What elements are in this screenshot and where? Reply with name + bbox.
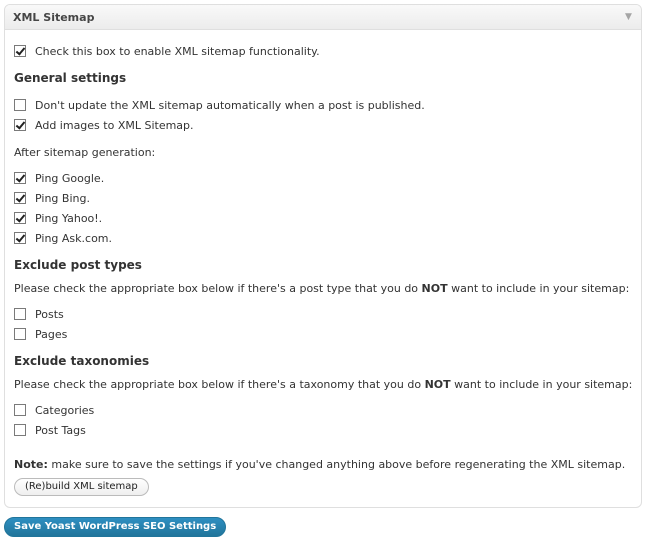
exclude-pages-option[interactable]	[14, 326, 67, 342]
no-auto-update-label: Don't update the XML sitemap automatically when a post is published.	[35, 98, 425, 112]
note-strong: Note:	[14, 458, 48, 471]
ping-bing-checkbox[interactable]	[14, 192, 26, 204]
taxonomies-desc-after: want to include in your sitemap:	[450, 378, 633, 391]
add-images-label: Add images to XML Sitemap.	[35, 118, 194, 132]
post-types-desc-after: want to include in your sitemap:	[447, 282, 630, 295]
exclude-categories-option[interactable]	[14, 402, 94, 418]
taxonomies-description	[14, 378, 632, 391]
no-auto-update-option[interactable]	[14, 97, 425, 113]
exclude-post-tags-option[interactable]	[14, 422, 86, 438]
exclude-categories-label: Categories	[35, 403, 95, 417]
taxonomies-desc-before: Please check the appropriate box below if there's a taxonomy that you do	[14, 378, 425, 391]
add-images-option[interactable]	[14, 117, 194, 133]
post-types-desc-strong: NOT	[421, 282, 448, 295]
triangle-down-icon[interactable]: ▼	[625, 12, 632, 22]
exclude-posts-option[interactable]	[14, 306, 64, 322]
note-text: make sure to save the settings if you've changed anything above before regenerating the XML sitemap.	[47, 458, 626, 471]
exclude-post-tags-label: Post Tags	[35, 423, 86, 437]
no-auto-update-checkbox[interactable]	[14, 99, 26, 111]
add-images-checkbox[interactable]	[14, 119, 26, 131]
post-types-desc-before: Please check the appropriate box below if there's a post type that you do	[14, 282, 422, 295]
exclude-posts-checkbox[interactable]	[14, 308, 26, 320]
ping-google-label: Ping Google.	[35, 171, 105, 185]
ping-yahoo-option[interactable]	[14, 210, 102, 226]
save-settings-button[interactable]: Save Yoast WordPress SEO Settings	[4, 517, 226, 537]
rebuild-sitemap-button[interactable]: (Re)build XML sitemap	[14, 478, 149, 496]
exclude-posts-label: Posts	[35, 307, 64, 321]
panel-title: XML Sitemap	[13, 11, 95, 24]
save-note	[14, 458, 625, 471]
exclude-pages-label: Pages	[35, 327, 68, 341]
ping-yahoo-label: Ping Yahoo!.	[35, 211, 103, 225]
exclude-pages-checkbox[interactable]	[14, 328, 26, 340]
post-types-description	[14, 282, 629, 295]
enable-sitemap-checkbox[interactable]	[14, 45, 26, 57]
enable-sitemap-option[interactable]	[14, 43, 320, 59]
panel-header[interactable]	[5, 5, 641, 30]
exclude-post-types-heading: Exclude post types	[14, 258, 142, 272]
ping-bing-option[interactable]	[14, 190, 90, 206]
ping-bing-label: Ping Bing.	[35, 191, 90, 205]
after-generation-label: After sitemap generation:	[14, 146, 156, 159]
ping-google-option[interactable]	[14, 170, 104, 186]
ping-ask-checkbox[interactable]	[14, 232, 26, 244]
ping-yahoo-checkbox[interactable]	[14, 212, 26, 224]
ping-ask-option[interactable]	[14, 230, 112, 246]
exclude-post-tags-checkbox[interactable]	[14, 424, 26, 436]
taxonomies-desc-strong: NOT	[424, 378, 451, 391]
exclude-taxonomies-heading: Exclude taxonomies	[14, 354, 150, 368]
ping-ask-label: Ping Ask.com.	[35, 231, 113, 245]
xml-sitemap-panel	[4, 4, 642, 508]
ping-google-checkbox[interactable]	[14, 172, 26, 184]
exclude-categories-checkbox[interactable]	[14, 404, 26, 416]
general-settings-heading: General settings	[14, 71, 127, 85]
enable-sitemap-label: Check this box to enable XML sitemap functionality.	[35, 44, 320, 58]
